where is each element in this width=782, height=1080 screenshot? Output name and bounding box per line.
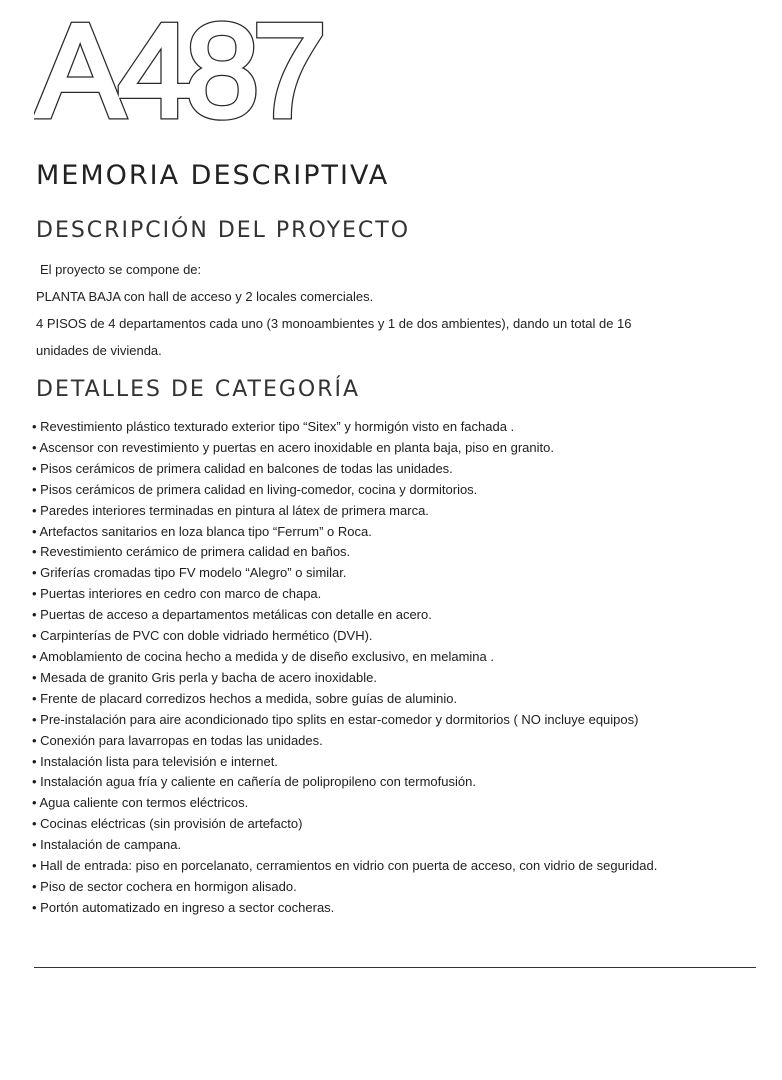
description-line: PLANTA BAJA con hall de acceso y 2 locales comerciales. xyxy=(36,289,374,304)
detail-item: • Cocinas eléctricas (sin provisión de artefacto) xyxy=(32,814,762,835)
detail-item: • Revestimiento plástico texturado exterior tipo “Sitex” y hormigón visto en fachada . xyxy=(32,417,762,438)
detail-item: • Frente de placard corredizos hechos a medida, sobre guías de aluminio. xyxy=(32,689,762,710)
detail-item: • Piso de sector cochera en hormigon alisado. xyxy=(32,877,762,898)
category-details-heading: DETALLES DE CATEGORÍA xyxy=(36,377,361,402)
detail-item: • Instalación de campana. xyxy=(32,835,762,856)
detail-item: • Puertas de acceso a departamentos metálicas con detalle en acero. xyxy=(32,605,762,626)
detail-item: • Pisos cerámicos de primera calidad en living-comedor, cocina y dormitorios. xyxy=(32,480,762,501)
detail-item: • Ascensor con revestimiento y puertas en acero inoxidable en planta baja, piso en granito. xyxy=(32,438,762,459)
page-title: MEMORIA DESCRIPTIVA xyxy=(36,160,390,191)
project-description xyxy=(36,256,756,364)
footer-divider xyxy=(34,967,756,968)
detail-item: • Conexión para lavarropas en todas las unidades. xyxy=(32,731,762,752)
detail-item: • Revestimiento cerámico de primera calidad en baños. xyxy=(32,542,762,563)
detail-item: • Instalación agua fría y caliente en cañería de polipropileno con termofusión. xyxy=(32,772,762,793)
project-description-heading: DESCRIPCIÓN DEL PROYECTO xyxy=(36,218,411,243)
description-line: 4 PISOS de 4 departamentos cada uno (3 monoambientes y 1 de dos ambientes), dando un total de 16 xyxy=(36,316,632,331)
detail-item: • Agua caliente con termos eléctricos. xyxy=(32,793,762,814)
detail-item: • Instalación lista para televisión e internet. xyxy=(32,752,762,773)
detail-item: • Pre-instalación para aire acondicionado tipo splits en estar-comedor y dormitorios ( NO incluye equipos) xyxy=(32,710,762,731)
detail-item: • Carpinterías de PVC con doble vidriado hermético (DVH). xyxy=(32,626,762,647)
detail-item: • Artefactos sanitarios en loza blanca tipo “Ferrum” o Roca. xyxy=(32,522,762,543)
detail-item: • Puertas interiores en cedro con marco de chapa. xyxy=(32,584,762,605)
description-line: El proyecto se compone de: xyxy=(40,262,202,277)
detail-item: • Hall de entrada: piso en porcelanato, cerramientos en vidrio con puerta de acceso, con vidrio de seguridad. xyxy=(32,856,762,877)
a487-logo xyxy=(34,10,374,128)
detail-item: • Paredes interiores terminadas en pintura al látex de primera marca. xyxy=(32,501,762,522)
detail-item: • Portón automatizado en ingreso a sector cocheras. xyxy=(32,898,762,919)
detail-item: • Pisos cerámicos de primera calidad en balcones de todas las unidades. xyxy=(32,459,762,480)
detail-item: • Mesada de granito Gris perla y bacha de acero inoxidable. xyxy=(32,668,762,689)
detail-item: • Amoblamiento de cocina hecho a medida y de diseño exclusivo, en melamina . xyxy=(32,647,762,668)
detail-item: • Griferías cromadas tipo FV modelo “Alegro” o similar. xyxy=(32,563,762,584)
category-details-list xyxy=(32,417,762,919)
description-line: unidades de vivienda. xyxy=(36,343,162,358)
